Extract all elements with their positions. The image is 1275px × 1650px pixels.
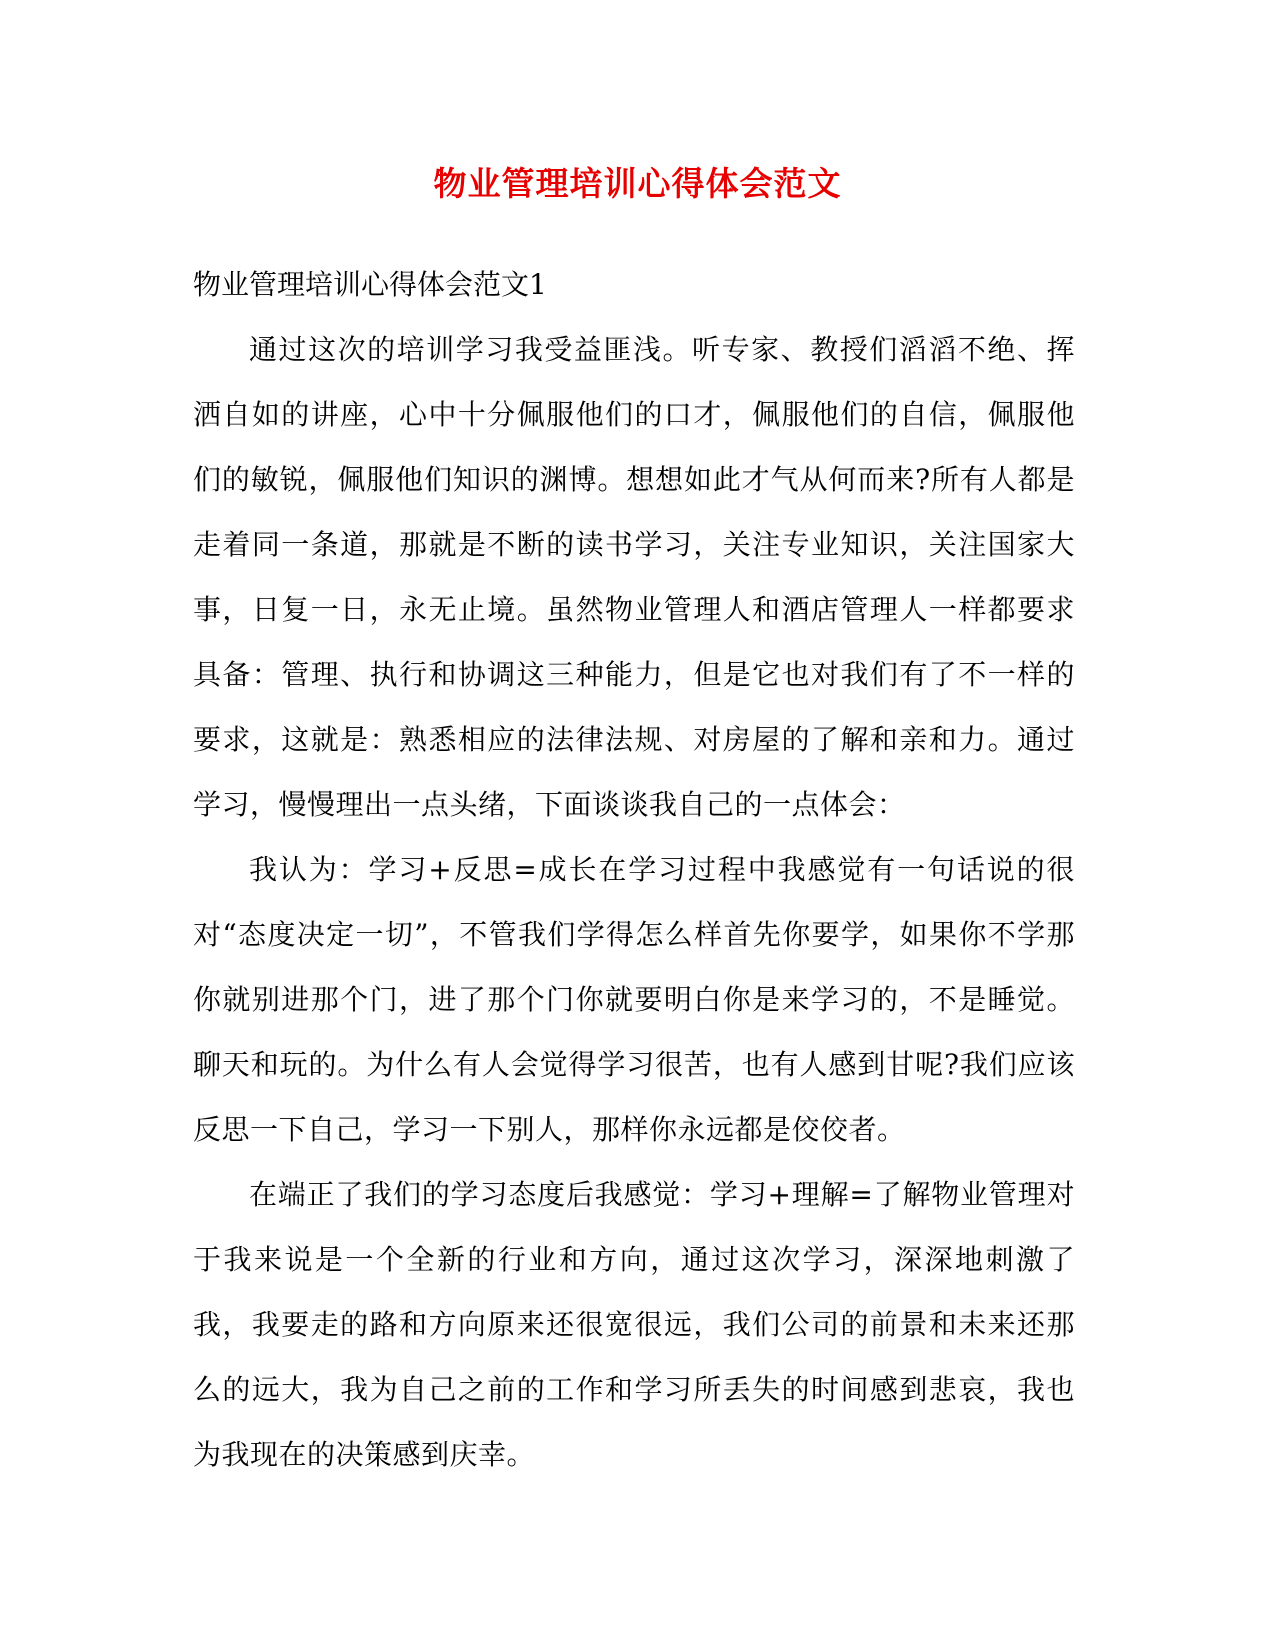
document-body — [193, 252, 1075, 1487]
paragraph-1: 通过这次的培训学习我受益匪浅。听专家、教授们滔滔不绝、挥洒自如的讲座，心中十分佩服他们的口才，佩服他们的自信，佩服他们的敏锐，佩服他们知识的渊博。想想如此才气从何而来?所有人都是走着同一条道，那就是不断的读书学习，关注专业知识，关注国家大事，日复一日，永无止境。虽然物业管理人和酒店管理人一样都要求具备：管理、执行和协调这三种能力，但是它也对我们有了不一样的要求，这就是：熟悉相应的法律法规、对房屋的了解和亲和力。通过学习，慢慢理出一点头绪，下面谈谈我自己的一点体会： — [193, 333, 1075, 821]
section-heading: 物业管理培训心得体会范文1 — [193, 268, 547, 301]
document-title: 物业管理培训心得体会范文 — [433, 164, 842, 203]
paragraph-3: 在端正了我们的学习态度后我感觉：学习+理解=了解物业管理对于我来说是一个全新的行业和方向，通过这次学习，深深地刺激了我，我要走的路和方向原来还很宽很远，我们公司的前景和未来还那么的远大，我为自己之前的工作和学习所丢失的时间感到悲哀，我也为我现在的决策感到庆幸。 — [193, 1178, 1075, 1471]
paragraph-2: 我认为：学习+反思=成长在学习过程中我感觉有一句话说的很对“态度决定一切”，不管我们学得怎么样首先你要学，如果你不学那你就别进那个门，进了那个门你就要明白你是来学习的，不是睡觉。聊天和玩的。为什么有人会觉得学习很苦，也有人感到甘呢?我们应该反思一下自己，学习一下别人，那样你永远都是佼佼者。 — [193, 853, 1075, 1146]
